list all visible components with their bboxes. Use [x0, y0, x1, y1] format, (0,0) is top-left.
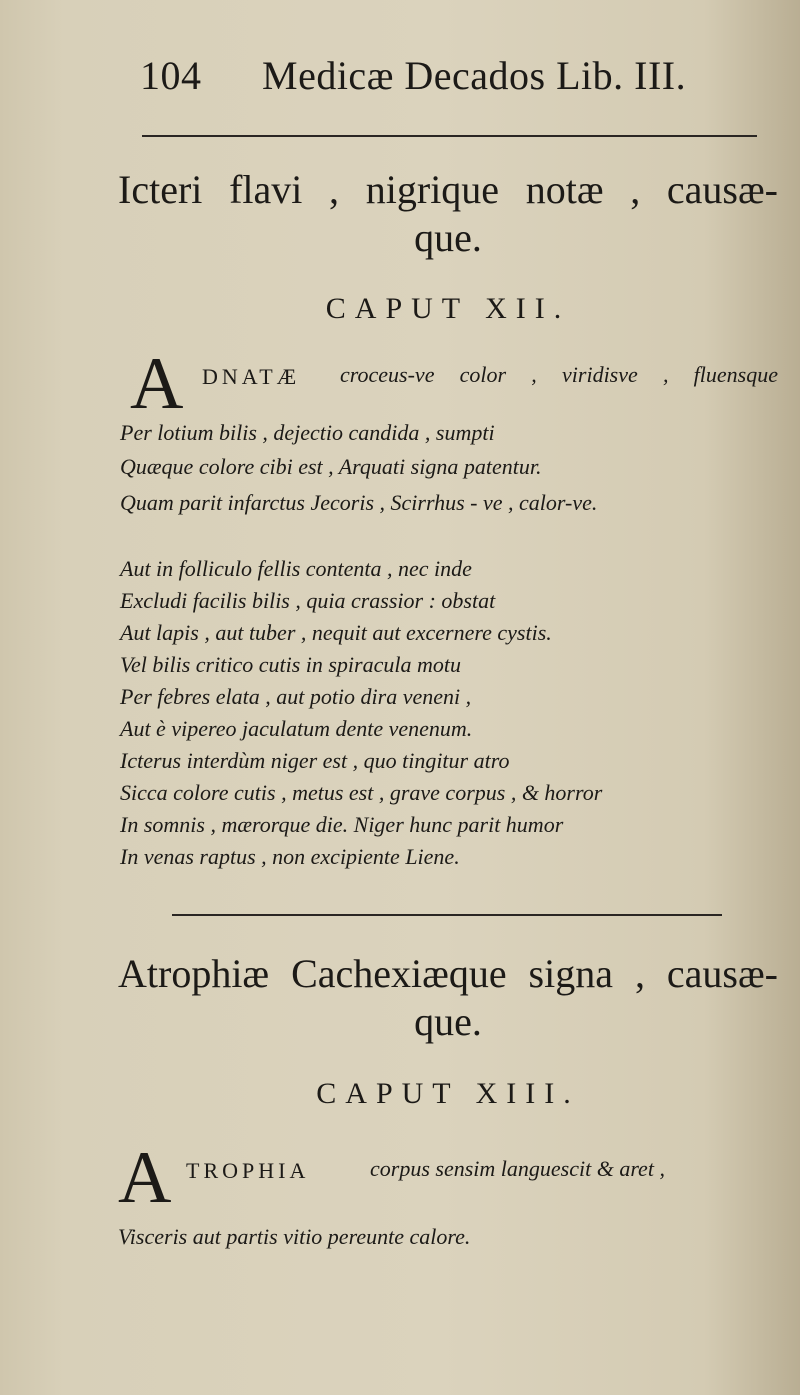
running-header — [140, 52, 760, 104]
chapter-heading: CAPUT XIII. — [316, 1077, 580, 1110]
verse-line: corpus sensim languescit & aret , — [370, 1156, 665, 1181]
verse-line: Quam parit infarctus Jecoris , Scirrhus - ve , calor-ve. — [120, 490, 598, 515]
verse-line: Visceris aut partis vitio pereunte calore. — [118, 1224, 471, 1249]
verse-line: In venas raptus , non excipiente Liene. — [120, 844, 460, 869]
verse-line: Icterus interdùm niger est , quo tingitur atro — [120, 748, 510, 773]
drop-cap: A — [118, 1137, 172, 1219]
section-title-atrophia — [118, 950, 778, 1046]
verse-line: Aut è vipereo jaculatum dente venenum. — [120, 716, 473, 741]
verse-line: Aut lapis , aut tuber , nequit aut excernere cystis. — [120, 620, 552, 645]
running-title: Medicæ Decados Lib. III. — [262, 53, 687, 98]
page-number: 104 — [140, 53, 202, 98]
verse-line: Quæque colore cibi est , Arquati signa patentur. — [120, 454, 542, 479]
lead-word: DNATÆ — [202, 364, 301, 389]
title-line: Atrophiæ Cachexiæque signa , causæ- — [118, 951, 778, 996]
verse-line — [340, 362, 778, 388]
verse-line: Per febres elata , aut potio dira veneni , — [120, 684, 472, 709]
verse-text: croceus-ve color , viridisve , fluensque — [340, 362, 778, 387]
lead-word: TROPHIA — [186, 1158, 310, 1183]
verse-line: Excludi facilis bilis , quia crassior : obstat — [120, 588, 496, 613]
title-line: que. — [414, 999, 482, 1044]
title-line: Icteri flavi , nigrique notæ , causæ- — [118, 167, 778, 212]
verse-line: Aut in folliculo fellis contenta , nec inde — [120, 556, 472, 581]
verse-line: Per lotium bilis , dejectio candida , sumpti — [120, 420, 495, 445]
section-title-icterus — [118, 166, 778, 262]
header-rule — [142, 135, 757, 137]
title-line: que. — [414, 215, 482, 260]
chapter-heading: CAPUT XII. — [325, 292, 571, 325]
verse-line: Sicca colore cutis , metus est , grave corpus , & horror — [120, 780, 603, 805]
verse-line: In somnis , mærorque die. Niger hunc parit humor — [120, 812, 564, 837]
verse-line: Vel bilis critico cutis in spiracula motu — [120, 652, 461, 677]
section-divider — [172, 914, 722, 916]
drop-cap: A — [130, 343, 184, 425]
